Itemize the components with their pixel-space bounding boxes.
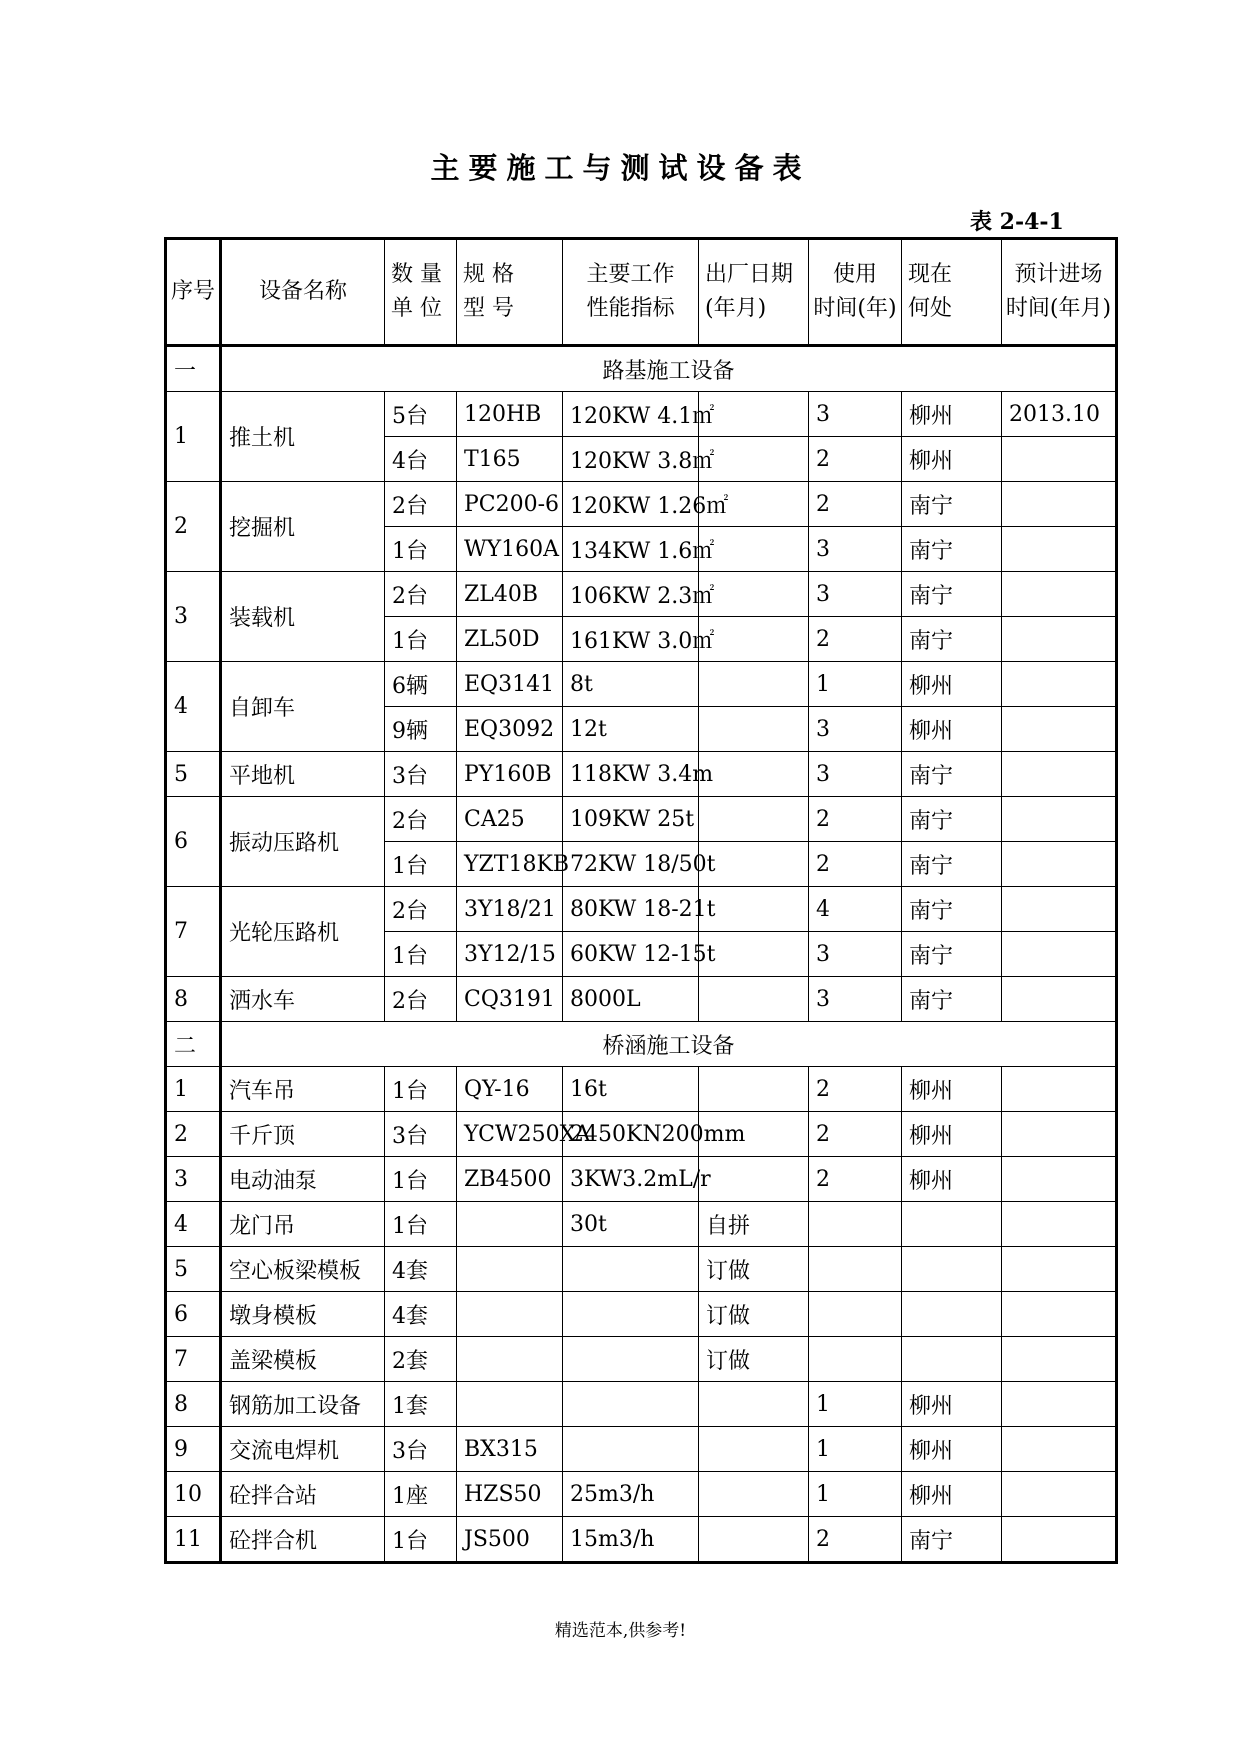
- cell-plan: [1002, 662, 1117, 707]
- cell-location: 柳州: [902, 1157, 1002, 1202]
- table-row: [166, 977, 1117, 1022]
- cell-date: [699, 1517, 809, 1563]
- cell-seq: 8: [166, 977, 221, 1022]
- cell-location: 南宁: [902, 797, 1002, 842]
- cell-name: 龙门吊: [221, 1202, 385, 1247]
- cell-date: 订做: [699, 1337, 809, 1382]
- table-row: [166, 572, 1117, 617]
- cell-seq: 6: [166, 797, 221, 887]
- cell-date: [699, 662, 809, 707]
- cell-seq: 1: [166, 1067, 221, 1112]
- cell-location: 南宁: [902, 932, 1002, 977]
- table-row: [166, 392, 1117, 437]
- cell-perf: 118KW 3.4m: [563, 752, 699, 797]
- cell-name: 自卸车: [221, 662, 385, 752]
- cell-date: 订做: [699, 1292, 809, 1337]
- cell-qty: 2台: [385, 797, 457, 842]
- cell-perf: [563, 1382, 699, 1427]
- cell-use: 2: [809, 1517, 902, 1563]
- cell-seq: 4: [166, 662, 221, 752]
- header-spec: 规 格 型 号: [457, 239, 563, 346]
- cell-perf: 8000L: [563, 977, 699, 1022]
- cell-plan: [1002, 1472, 1117, 1517]
- cell-use: [809, 1247, 902, 1292]
- cell-location: [902, 1337, 1002, 1382]
- cell-use: 3: [809, 932, 902, 977]
- cell-perf: 8t: [563, 662, 699, 707]
- cell-use: 3: [809, 527, 902, 572]
- cell-name: 振动压路机: [221, 797, 385, 887]
- cell-perf: 120KW 3.8㎡: [563, 437, 699, 482]
- table-row: [166, 1067, 1117, 1112]
- cell-perf: [563, 1247, 699, 1292]
- page-title: 主要施工与测试设备表: [430, 151, 811, 185]
- cell-perf: 12t: [563, 707, 699, 752]
- cell-location: 柳州: [902, 1067, 1002, 1112]
- header-plan: 预计进场 时间(年月): [1002, 239, 1117, 346]
- cell-model: JS500: [457, 1517, 563, 1563]
- cell-seq: 11: [166, 1517, 221, 1563]
- cell-qty: 1台: [385, 527, 457, 572]
- cell-qty: 6辆: [385, 662, 457, 707]
- table-row: [166, 1472, 1117, 1517]
- cell-qty: 4台: [385, 437, 457, 482]
- cell-qty: 1台: [385, 617, 457, 662]
- cell-location: 柳州: [902, 1382, 1002, 1427]
- cell-plan: [1002, 1382, 1117, 1427]
- cell-seq: 3: [166, 572, 221, 662]
- cell-plan: [1002, 527, 1117, 572]
- cell-name: 空心板梁模板: [221, 1247, 385, 1292]
- cell-name: 砼拌合站: [221, 1472, 385, 1517]
- cell-location: 柳州: [902, 1112, 1002, 1157]
- cell-perf: 30t: [563, 1202, 699, 1247]
- cell-location: 南宁: [902, 527, 1002, 572]
- cell-perf: 120KW 4.1㎡: [563, 392, 699, 437]
- cell-use: 3: [809, 977, 902, 1022]
- cell-name: 装载机: [221, 572, 385, 662]
- cell-location: 柳州: [902, 1427, 1002, 1472]
- cell-date: [699, 707, 809, 752]
- cell-qty: 3台: [385, 1427, 457, 1472]
- cell-seq: 10: [166, 1472, 221, 1517]
- table-row: [166, 1247, 1117, 1292]
- cell-qty: 2台: [385, 977, 457, 1022]
- cell-location: 南宁: [902, 1517, 1002, 1563]
- cell-name: 电动油泵: [221, 1157, 385, 1202]
- cell-date: [699, 1067, 809, 1112]
- cell-plan: [1002, 437, 1117, 482]
- cell-qty: 1台: [385, 1202, 457, 1247]
- cell-model: YZT18KB: [457, 842, 563, 887]
- cell-use: 2: [809, 797, 902, 842]
- table-row: [166, 1202, 1117, 1247]
- cell-date: [699, 527, 809, 572]
- cell-model: PC200-6: [457, 482, 563, 527]
- cell-model: ZL40B: [457, 572, 563, 617]
- cell-model: CA25: [457, 797, 563, 842]
- cell-qty: 4套: [385, 1247, 457, 1292]
- cell-name: 推土机: [221, 392, 385, 482]
- cell-model: CQ3191: [457, 977, 563, 1022]
- cell-qty: 1台: [385, 842, 457, 887]
- cell-seq: 7: [166, 1337, 221, 1382]
- table-row: [166, 752, 1117, 797]
- cell-date: [699, 437, 809, 482]
- cell-qty: 1座: [385, 1472, 457, 1517]
- cell-use: 4: [809, 887, 902, 932]
- cell-qty: 3台: [385, 752, 457, 797]
- cell-use: 2: [809, 1067, 902, 1112]
- cell-plan: [1002, 1067, 1117, 1112]
- cell-location: 南宁: [902, 977, 1002, 1022]
- header-use: 使用 时间(年): [809, 239, 902, 346]
- cell-qty: 2台: [385, 887, 457, 932]
- table-row: [166, 662, 1117, 707]
- cell-qty: 2台: [385, 482, 457, 527]
- section-number: 一: [166, 346, 221, 392]
- cell-seq: 5: [166, 1247, 221, 1292]
- cell-name: 光轮压路机: [221, 887, 385, 977]
- table-row: [166, 887, 1117, 932]
- header-name: 设备名称: [221, 239, 385, 346]
- cell-use: 2: [809, 482, 902, 527]
- cell-qty: 9辆: [385, 707, 457, 752]
- table-row: [166, 1382, 1117, 1427]
- header-loc: 现在 何处: [902, 239, 1002, 346]
- cell-qty: 1台: [385, 1517, 457, 1563]
- cell-plan: [1002, 887, 1117, 932]
- cell-model: [457, 1247, 563, 1292]
- cell-location: [902, 1202, 1002, 1247]
- cell-model: EQ3141: [457, 662, 563, 707]
- cell-date: [699, 977, 809, 1022]
- cell-seq: 6: [166, 1292, 221, 1337]
- cell-location: 柳州: [902, 707, 1002, 752]
- cell-location: 南宁: [902, 482, 1002, 527]
- section-title: 路基施工设备: [221, 346, 1117, 392]
- cell-location: 柳州: [902, 662, 1002, 707]
- table-row: [166, 1517, 1117, 1563]
- cell-perf: [563, 1292, 699, 1337]
- cell-perf: 120KW 1.26㎡: [563, 482, 699, 527]
- cell-plan: [1002, 482, 1117, 527]
- cell-date: 订做: [699, 1247, 809, 1292]
- cell-use: 2: [809, 842, 902, 887]
- section-title: 桥涵施工设备: [221, 1022, 1117, 1067]
- cell-date: [699, 797, 809, 842]
- table-row: [166, 1112, 1117, 1157]
- cell-model: [457, 1382, 563, 1427]
- cell-perf: 72KW 18/50t: [563, 842, 699, 887]
- cell-model: 3Y18/21: [457, 887, 563, 932]
- cell-model: EQ3092: [457, 707, 563, 752]
- cell-location: 柳州: [902, 437, 1002, 482]
- section-number: 二: [166, 1022, 221, 1067]
- cell-use: 3: [809, 392, 902, 437]
- cell-name: 洒水车: [221, 977, 385, 1022]
- cell-use: 3: [809, 752, 902, 797]
- cell-date: [699, 1382, 809, 1427]
- cell-use: 2: [809, 1112, 902, 1157]
- cell-model: HZS50: [457, 1472, 563, 1517]
- cell-location: 柳州: [902, 392, 1002, 437]
- cell-qty: 1台: [385, 1067, 457, 1112]
- cell-name: 交流电焊机: [221, 1427, 385, 1472]
- cell-model: PY160B: [457, 752, 563, 797]
- cell-location: 南宁: [902, 752, 1002, 797]
- cell-plan: [1002, 1202, 1117, 1247]
- cell-plan: [1002, 1157, 1117, 1202]
- cell-plan: [1002, 1427, 1117, 1472]
- cell-plan: [1002, 572, 1117, 617]
- cell-model: [457, 1202, 563, 1247]
- cell-seq: 5: [166, 752, 221, 797]
- cell-qty: 1台: [385, 1157, 457, 1202]
- cell-seq: 9: [166, 1427, 221, 1472]
- cell-date: [699, 617, 809, 662]
- cell-name: 盖梁模板: [221, 1337, 385, 1382]
- cell-location: [902, 1292, 1002, 1337]
- cell-qty: 2台: [385, 572, 457, 617]
- cell-date: [699, 752, 809, 797]
- table-row: [166, 1337, 1117, 1382]
- cell-model: T165: [457, 437, 563, 482]
- cell-location: [902, 1247, 1002, 1292]
- cell-plan: 2013.10: [1002, 392, 1117, 437]
- cell-model: [457, 1337, 563, 1382]
- cell-name: 墩身模板: [221, 1292, 385, 1337]
- cell-location: 南宁: [902, 572, 1002, 617]
- cell-model: WY160A: [457, 527, 563, 572]
- cell-name: 汽车吊: [221, 1067, 385, 1112]
- cell-use: 3: [809, 572, 902, 617]
- cell-plan: [1002, 1247, 1117, 1292]
- footer-note: 精选范本,供参考!: [554, 1621, 687, 1641]
- table-row: [166, 1292, 1117, 1337]
- cell-perf: 161KW 3.0㎡: [563, 617, 699, 662]
- section-row-bridge: [166, 1022, 1117, 1067]
- cell-perf: [563, 1427, 699, 1472]
- cell-seq: 3: [166, 1157, 221, 1202]
- cell-plan: [1002, 1112, 1117, 1157]
- cell-date: [699, 1427, 809, 1472]
- cell-qty: 2套: [385, 1337, 457, 1382]
- cell-use: 1: [809, 1472, 902, 1517]
- cell-plan: [1002, 797, 1117, 842]
- cell-qty: 1台: [385, 932, 457, 977]
- cell-location: 南宁: [902, 887, 1002, 932]
- header-seq: 序号: [166, 239, 221, 346]
- table-number: 表 2-4-1: [970, 209, 1064, 235]
- cell-use: 2: [809, 617, 902, 662]
- cell-qty: 4套: [385, 1292, 457, 1337]
- cell-use: 1: [809, 1427, 902, 1472]
- cell-plan: [1002, 707, 1117, 752]
- cell-date: [699, 392, 809, 437]
- cell-seq: 2: [166, 1112, 221, 1157]
- header-perf: 主要工作 性能指标: [563, 239, 699, 346]
- cell-model: QY-16: [457, 1067, 563, 1112]
- cell-perf: 134KW 1.6㎡: [563, 527, 699, 572]
- cell-perf: 106KW 2.3㎡: [563, 572, 699, 617]
- cell-qty: 1套: [385, 1382, 457, 1427]
- cell-seq: 4: [166, 1202, 221, 1247]
- cell-model: 120HB: [457, 392, 563, 437]
- cell-seq: 7: [166, 887, 221, 977]
- cell-use: 2: [809, 437, 902, 482]
- table-row: [166, 1427, 1117, 1472]
- cell-name: 钢筋加工设备: [221, 1382, 385, 1427]
- cell-model: ZL50D: [457, 617, 563, 662]
- cell-qty: 3台: [385, 1112, 457, 1157]
- cell-perf: 25m3/h: [563, 1472, 699, 1517]
- cell-date: [699, 1472, 809, 1517]
- cell-plan: [1002, 932, 1117, 977]
- cell-plan: [1002, 752, 1117, 797]
- cell-plan: [1002, 1337, 1117, 1382]
- cell-use: [809, 1292, 902, 1337]
- cell-location: 南宁: [902, 842, 1002, 887]
- cell-perf: 16t: [563, 1067, 699, 1112]
- cell-plan: [1002, 842, 1117, 887]
- cell-seq: 8: [166, 1382, 221, 1427]
- header-qty: 数 量 单 位: [385, 239, 457, 346]
- cell-use: 1: [809, 1382, 902, 1427]
- cell-use: [809, 1202, 902, 1247]
- cell-perf: 80KW 18-21t: [563, 887, 699, 932]
- cell-plan: [1002, 1517, 1117, 1563]
- equipment-table: [164, 237, 1118, 1564]
- cell-name: 挖掘机: [221, 482, 385, 572]
- cell-use: 2: [809, 1157, 902, 1202]
- header-row: [166, 239, 1117, 346]
- cell-date: [699, 572, 809, 617]
- cell-date: 自拼: [699, 1202, 809, 1247]
- cell-model: ZB4500: [457, 1157, 563, 1202]
- cell-seq: 1: [166, 392, 221, 482]
- table-row: [166, 482, 1117, 527]
- cell-perf: 109KW 25t: [563, 797, 699, 842]
- cell-qty: 5台: [385, 392, 457, 437]
- header-date: 出厂日期 (年月): [699, 239, 809, 346]
- cell-model: 3Y12/15: [457, 932, 563, 977]
- cell-plan: [1002, 977, 1117, 1022]
- cell-perf: [563, 1337, 699, 1382]
- cell-perf: 15m3/h: [563, 1517, 699, 1563]
- cell-use: 3: [809, 707, 902, 752]
- cell-name: 平地机: [221, 752, 385, 797]
- cell-perf: 2450KN200mm: [563, 1112, 699, 1157]
- cell-perf: 60KW 12-15t: [563, 932, 699, 977]
- cell-model: YCW250XA: [457, 1112, 563, 1157]
- table-row: [166, 797, 1117, 842]
- cell-location: 柳州: [902, 1472, 1002, 1517]
- cell-date: [699, 1157, 809, 1202]
- cell-use: 1: [809, 662, 902, 707]
- cell-model: BX315: [457, 1427, 563, 1472]
- cell-plan: [1002, 617, 1117, 662]
- table-row: [166, 1157, 1117, 1202]
- cell-use: [809, 1337, 902, 1382]
- cell-plan: [1002, 1292, 1117, 1337]
- cell-name: 砼拌合机: [221, 1517, 385, 1563]
- cell-name: 千斤顶: [221, 1112, 385, 1157]
- cell-model: [457, 1292, 563, 1337]
- cell-perf: 3KW3.2mL/r: [563, 1157, 699, 1202]
- cell-location: 南宁: [902, 617, 1002, 662]
- section-row-roadbed: [166, 346, 1117, 392]
- cell-seq: 2: [166, 482, 221, 572]
